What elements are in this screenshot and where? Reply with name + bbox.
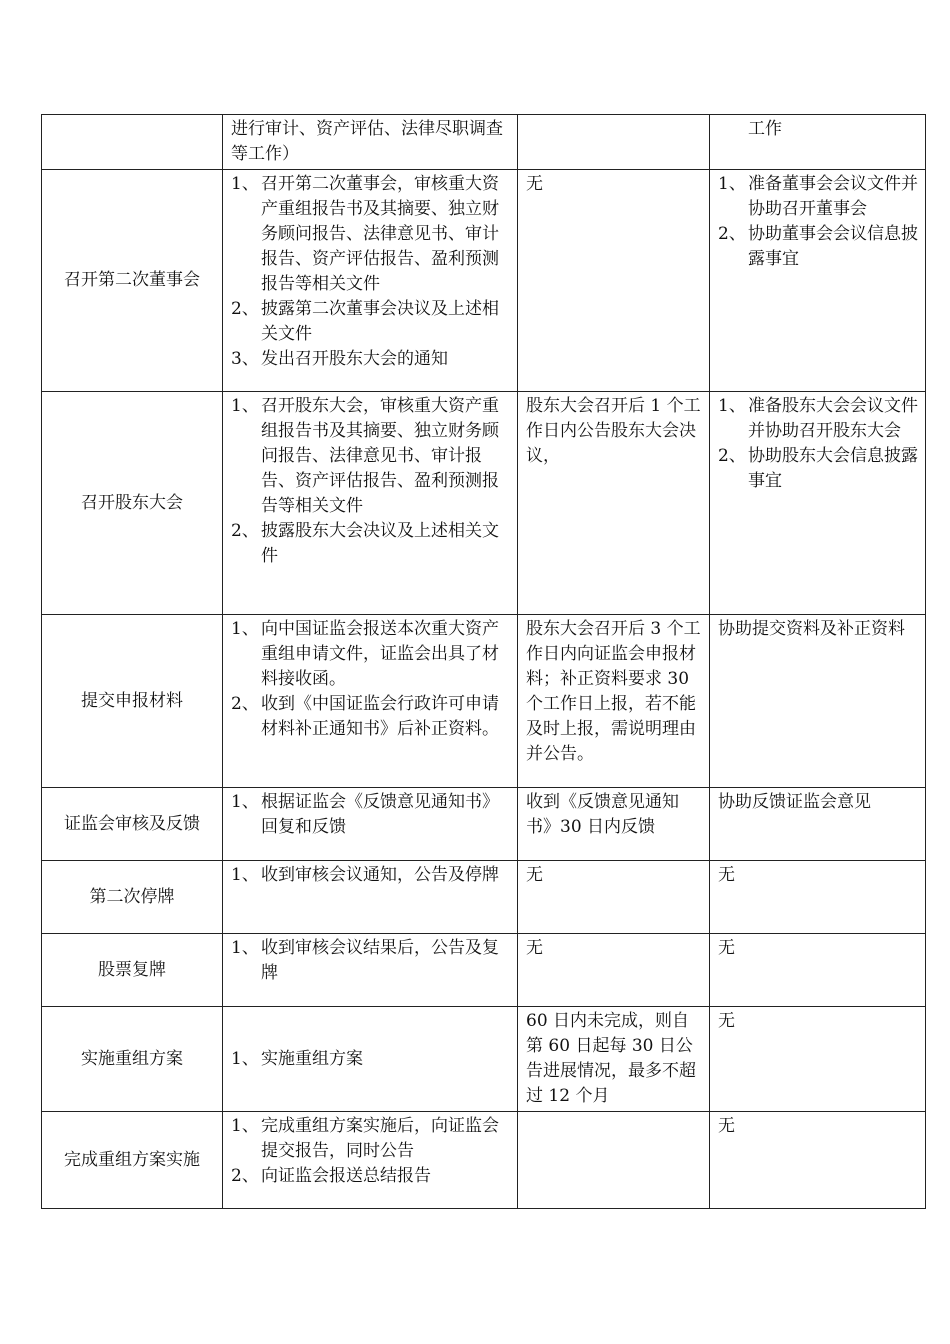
content-cell [223,934,518,1007]
assist-cell: 协助反馈证监会意见 [710,788,926,861]
content-cell [223,1112,518,1209]
list-item: 2、 协助董事会会议信息披露事宜 [718,224,918,269]
content-cell [223,861,518,934]
list-item: 1、 收到审核会议通知，公告及停牌 [231,865,499,885]
content-list [231,1114,511,1189]
disclosure-cell [518,1112,710,1209]
disclosure-cell [518,115,710,170]
list-item: 1、 根据证监会《反馈意见通知书》回复和反馈 [231,792,499,837]
content-continuation: 进行审计、资产评估、法律尽职调查等工作） [231,119,503,164]
table-row [42,1007,926,1112]
stage-cell: 实施重组方案 [42,1007,223,1112]
table-row [42,615,926,788]
list-item: 1、 准备董事会会议文件并协助召开董事会 [718,174,918,219]
list-item: 1、 完成重组方案实施后，向证监会提交报告，同时公告 [231,1116,499,1161]
list-item: 1、 召开股东大会，审核重大资产重组报告书及其摘要、独立财务顾问报告、法律意见书、审计报告、资产评估报告、盈利预测报告等相关文件 [231,396,499,516]
list-item: 2、 披露股东大会决议及上述相关文件 [231,521,499,566]
content-list [231,172,511,372]
content-list [231,790,511,840]
table-row [42,861,926,934]
assist-cell: 无 [710,1112,926,1209]
assist-cell: 无 [710,861,926,934]
list-item: 2、 协助股东大会信息披露事宜 [718,446,918,491]
assist-cell: 协助提交资料及补正资料 [710,615,926,788]
assist-continuation: 工作 [748,119,782,139]
list-item: 2、 向证监会报送总结报告 [231,1166,431,1186]
table-row [42,788,926,861]
content-list [231,617,511,742]
content-cell [223,392,518,615]
stage-cell: 第二次停牌 [42,861,223,934]
table-row [42,392,926,615]
table-row [42,170,926,392]
content-cell [223,170,518,392]
assist-cell [710,170,926,392]
table-row [42,934,926,1007]
stage-cell: 召开第二次董事会 [42,170,223,392]
content-cell [223,115,518,170]
stage-cell: 股票复牌 [42,934,223,1007]
content-list [231,394,511,569]
list-item: 1、 向中国证监会报送本次重大资产重组申请文件，证监会出具了材料接收函。 [231,619,499,689]
stage-cell: 证监会审核及反馈 [42,788,223,861]
table-row [42,1112,926,1209]
disclosure-cell: 股东大会召开后 3 个工作日内向证监会申报材料；补正资料要求 30 个工作日上报，若不能及时上报，需说明理由并公告。 [518,615,710,788]
process-table [41,114,926,1209]
list-item: 2、 披露第二次董事会决议及上述相关文件 [231,299,499,344]
content-cell [223,1007,518,1112]
disclosure-cell: 60 日内未完成，则自第 60 日起每 30 日公告进展情况，最多不超过 12 个月 [518,1007,710,1112]
disclosure-cell: 无 [518,170,710,392]
disclosure-cell: 收到《反馈意见通知书》30 日内反馈 [518,788,710,861]
assist-list [718,394,919,494]
list-item: 1、 实施重组方案 [231,1048,363,1069]
assist-cell [710,115,926,170]
disclosure-cell: 股东大会召开后 1 个工作日内公告股东大会决议， [518,392,710,615]
stage-cell: 完成重组方案实施 [42,1112,223,1209]
table-row [42,115,926,170]
content-list [231,863,511,888]
stage-cell: 召开股东大会 [42,392,223,615]
content-cell [223,788,518,861]
disclosure-cell: 无 [518,934,710,1007]
disclosure-cell: 无 [518,861,710,934]
stage-cell: 提交申报材料 [42,615,223,788]
assist-cell: 无 [710,934,926,1007]
stage-cell [42,115,223,170]
list-item: 2、 收到《中国证监会行政许可申请材料补正通知书》后补正资料。 [231,694,499,739]
list-item: 1、 召开第二次董事会，审核重大资产重组报告书及其摘要、独立财务顾问报告、法律意见书、审计报告、资产评估报告、盈利预测报告等相关文件 [231,174,499,294]
list-item: 1、 准备股东大会会议文件并协助召开股东大会 [718,396,918,441]
content-list [231,936,511,986]
assist-cell [710,392,926,615]
assist-list [718,172,919,272]
content-list [231,1047,511,1072]
assist-cell: 无 [710,1007,926,1112]
list-item: 3、 发出召开股东大会的通知 [231,349,448,369]
list-item: 1、 收到审核会议结果后，公告及复牌 [231,938,499,983]
content-cell [223,615,518,788]
